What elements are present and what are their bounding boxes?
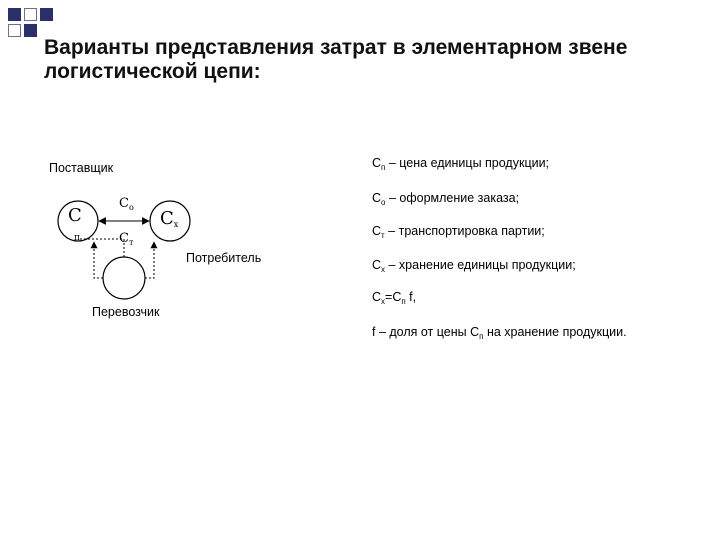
order-cost-sub: о (128, 203, 134, 212)
legend-sym: С (372, 156, 382, 170)
carrier-node-circle (103, 257, 145, 299)
consumer-label: Потребитель (186, 251, 262, 265)
legend-text: – цена единицы продукции; (385, 156, 550, 170)
legend-sub: т (381, 231, 385, 240)
legend-text: – хранение единицы продукции; (385, 258, 576, 272)
consumer-node-main: С (160, 208, 174, 229)
storage-formula (372, 290, 416, 306)
formula-a: С (372, 290, 382, 304)
legend-sub: о (381, 198, 386, 207)
footnote (372, 325, 627, 341)
legend-sub: х (381, 265, 386, 274)
formula-b: =С (385, 290, 402, 304)
legend-sym: С (372, 224, 382, 238)
legend-sub: п (381, 163, 386, 172)
legend-sym: С (372, 191, 382, 205)
legend-sym: С (372, 258, 382, 272)
legend-text: – оформление заказа; (385, 191, 520, 205)
carrier-to-supplier-dashed-arrow (94, 242, 103, 278)
legend-item (372, 191, 519, 207)
legend-text: – транспортировка партии; (384, 224, 545, 238)
footnote-a-sub: п (479, 332, 484, 341)
legend-item (372, 258, 576, 274)
legend-item (372, 156, 549, 172)
order-cost-main: С (119, 196, 129, 211)
carrier-label: Перевозчик (92, 305, 160, 319)
transport-cost-sub: т (128, 238, 134, 247)
order-cost-label (119, 196, 134, 212)
supplier-node-symbol (68, 206, 82, 226)
supplier-node-subscript: п (74, 233, 80, 243)
carrier-to-consumer-dashed-arrow (145, 242, 154, 278)
title-line-1: Варианты представления затрат в элементарном звене (44, 36, 628, 59)
transport-cost-label (119, 231, 133, 247)
formula-b-sub: п (401, 297, 406, 306)
consumer-node-sub: х (173, 220, 179, 229)
supplier-node-main: С (68, 205, 82, 226)
footnote-a: f – доля от цены С (372, 325, 480, 339)
transport-cost-main: С (119, 231, 129, 246)
title-line-2: логистической цепи: (44, 60, 261, 83)
formula-a-sub: х (381, 297, 386, 306)
consumer-node-symbol (160, 209, 178, 235)
transport-dashed-arrow (78, 239, 124, 257)
supplier-label: Поставщик (49, 161, 114, 175)
legend-item (372, 224, 545, 240)
footnote-b: на хранение продукции. (483, 325, 627, 339)
formula-c: f, (405, 290, 417, 304)
